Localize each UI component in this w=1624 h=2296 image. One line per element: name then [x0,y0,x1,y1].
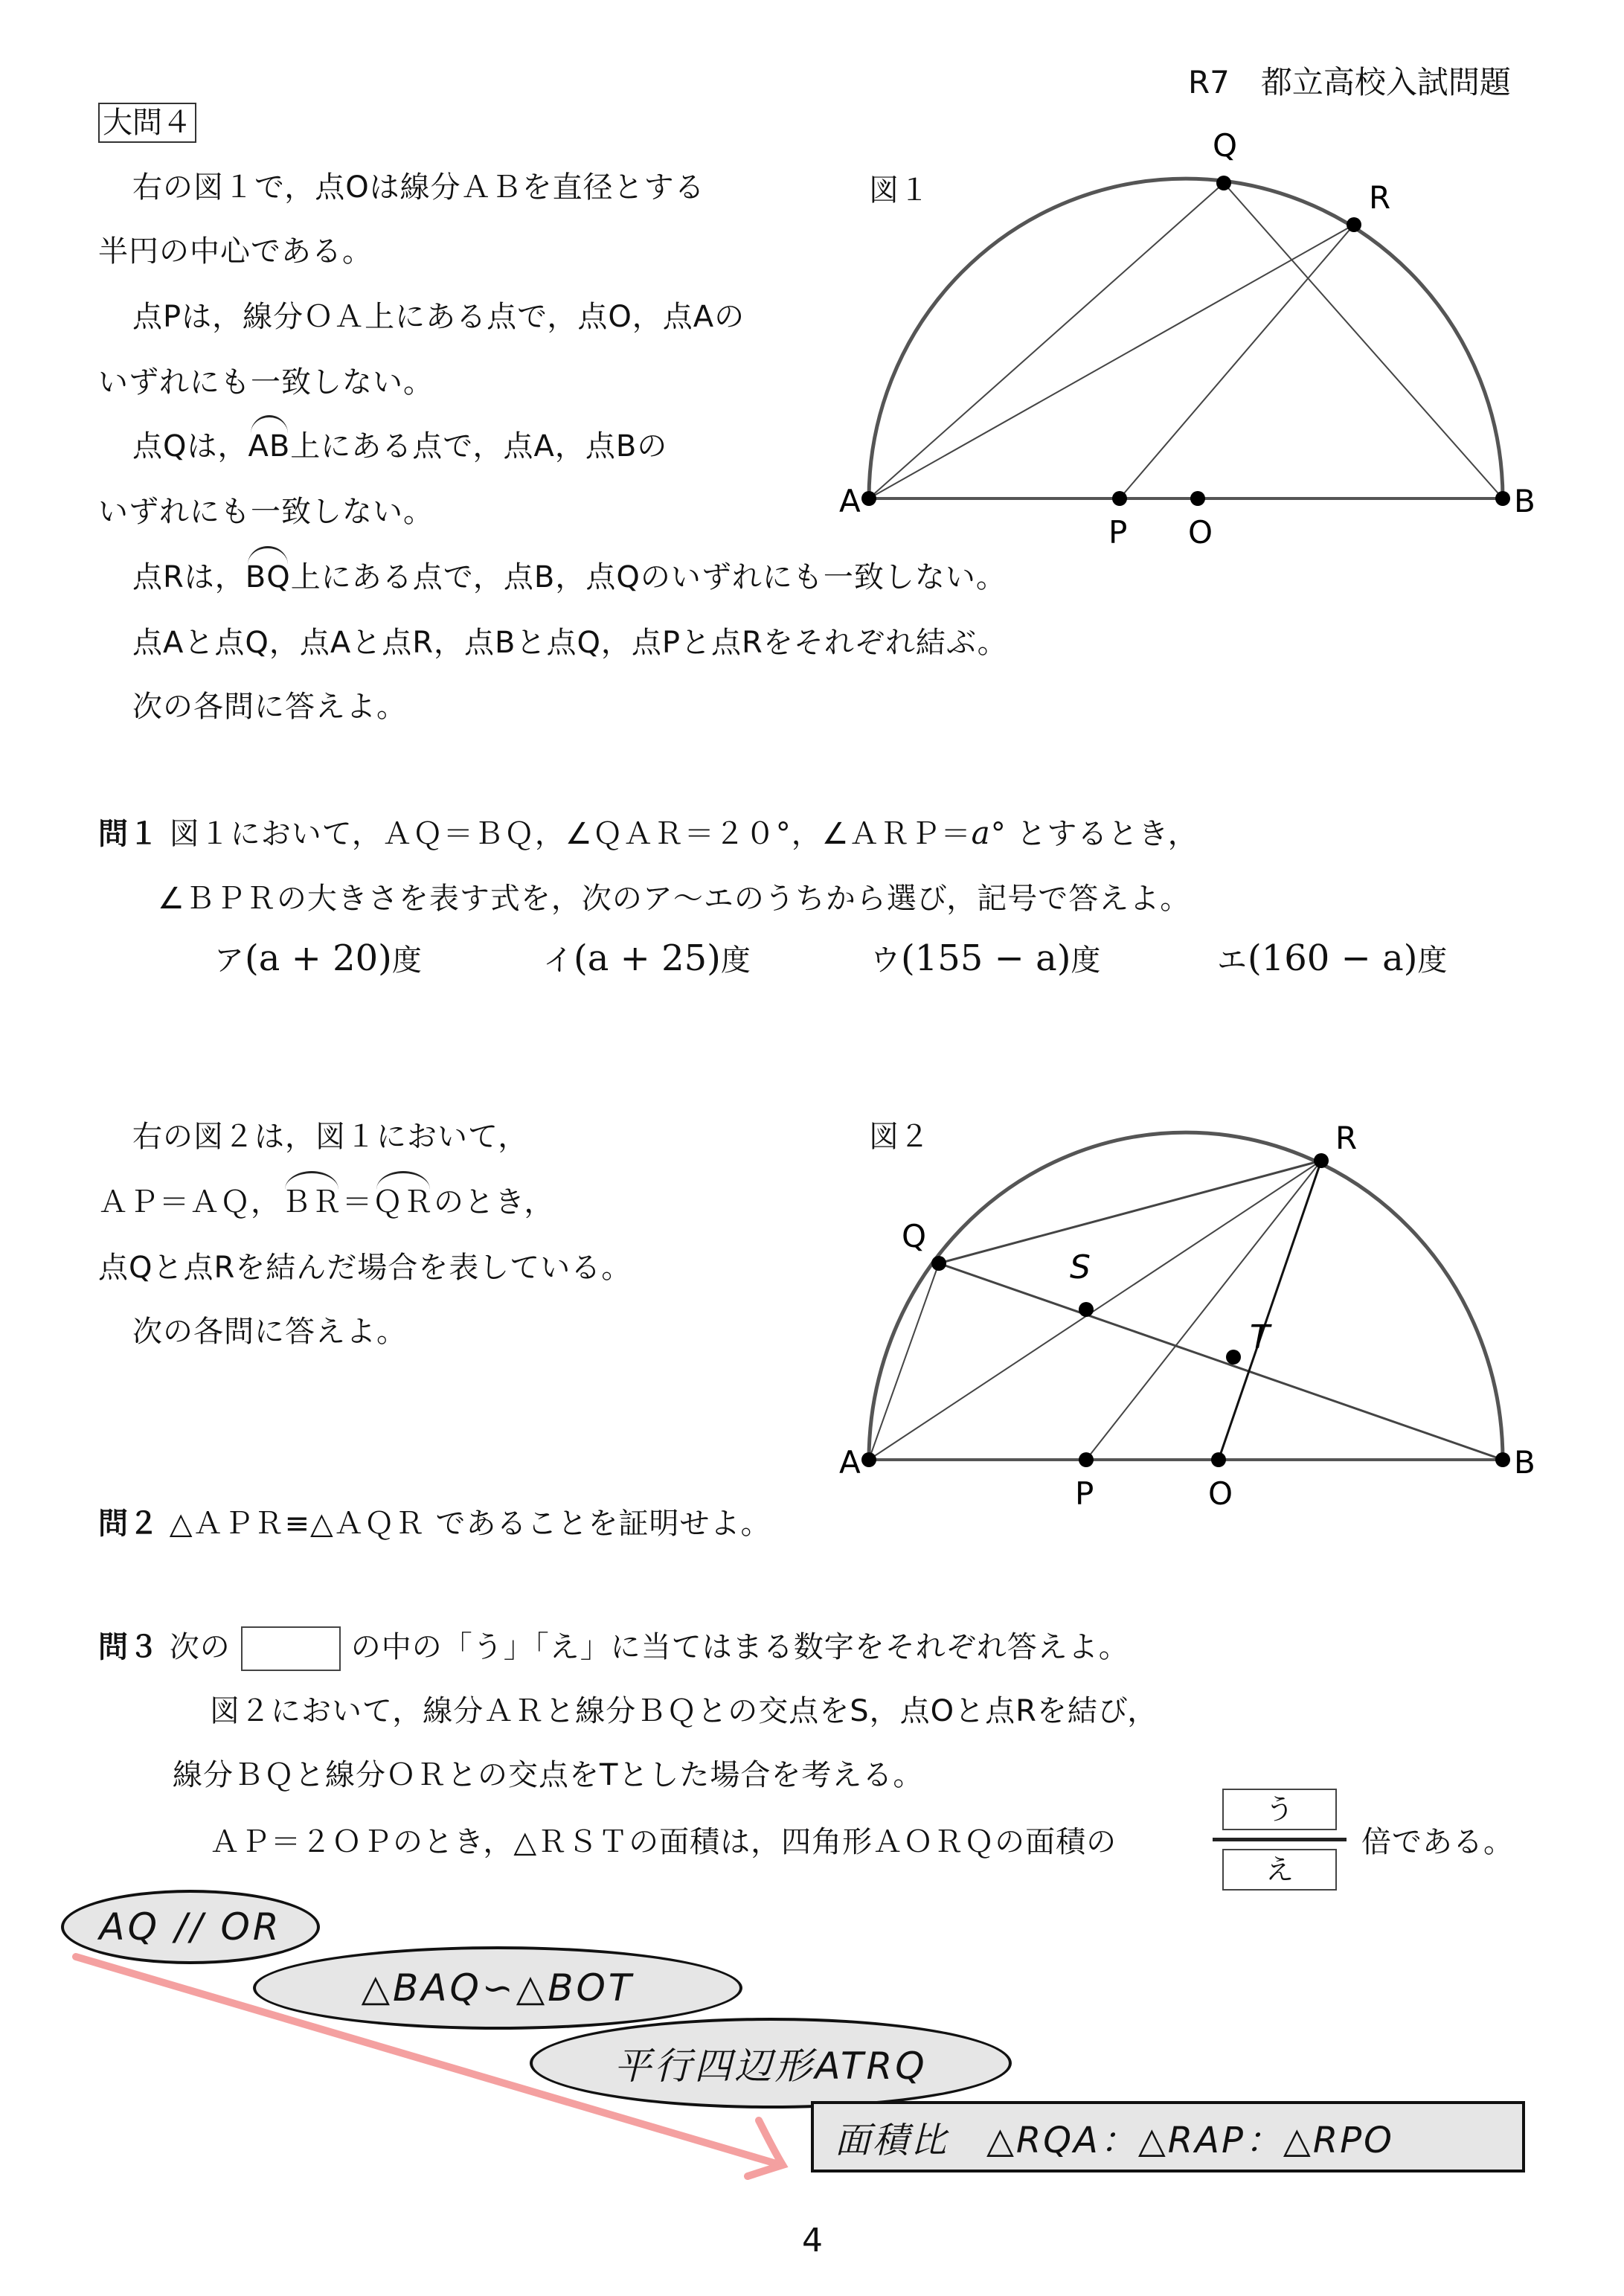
label-o: O [1208,1475,1233,1512]
note-area-ratio: 面積比 △RQA：△RAP：△RPO [811,2101,1525,2172]
intro-line-1: 右の図１で，点Oは線分ＡＢを直径とする [132,170,705,205]
intro2-text-b: のとき， [434,1185,555,1219]
q2-line [98,1506,771,1542]
intro-line-5: いずれにも一致しない。 [98,495,434,529]
arc-qr: ＱＲ [373,1185,434,1219]
q1-variable: a [971,815,991,851]
page-number: 4 [802,2222,823,2260]
intro2-text-a: ＡＰ＝ＡＱ， [98,1185,281,1219]
choice-mark: イ [543,943,574,978]
fraction-bar [1213,1838,1347,1841]
q3-line-4b: 倍である。 [1361,1825,1514,1859]
label-t: T [1250,1318,1270,1356]
intro-q-suffix: 上にある点で，点A，点Bの [290,429,668,464]
q1-choice-a[interactable] [214,937,423,979]
q3-line-3: 線分ＢＱと線分ＯＲとの交点をTとした場合を考える。 [173,1758,924,1792]
point-o [1190,491,1205,506]
q1-choice-u[interactable] [870,937,1101,979]
point-a [861,491,876,506]
segment-qr [939,1161,1321,1263]
q3-number: 問３ [98,1630,159,1664]
choice-expr: (160 − a) [1248,937,1418,979]
segment-aq [869,1263,939,1460]
figure1-label: 図１ [869,173,930,208]
choice-mark: エ [1217,943,1248,978]
segment-ar [869,1161,1321,1460]
label-b: B [1514,483,1535,519]
point-b [1495,491,1510,506]
denominator-box[interactable]: え [1222,1849,1337,1891]
q1-number: 問１ [98,817,159,851]
intro-line-6: 点Aと点Q，点Aと点R，点Bと点Q，点Pと点Rをそれぞれ結ぶ。 [132,626,1008,660]
point-p [1112,491,1127,506]
figure2-diagram [818,1116,1562,1533]
note-parallel: AQ // OR [61,1890,320,1964]
note-similar: △BAQ∽△BOT [253,1946,742,2030]
intro2-line-1: 右の図２は，図１において， [132,1120,529,1154]
q1-choice-i[interactable] [543,937,751,979]
choice-mark: ウ [870,943,901,978]
semicircle-arc [869,179,1503,498]
intro2-line-3: 点Qと点Rを結んだ場合を表している。 [98,1251,632,1285]
blank-box [241,1626,341,1671]
q3-post: の中の「う」「え」に当てはまる数字をそれぞれ答えよ。 [350,1630,1129,1664]
label-b: B [1514,1444,1535,1481]
intro-line-3: 点Pは，線分ＯＡ上にある点で，点O，点Aの [132,300,745,334]
arc-ab: AB [248,429,291,464]
label-q: Q [1213,127,1238,164]
point-r [1314,1153,1329,1168]
segment-ar [869,225,1354,498]
intro-line-2: 半円の中心である。 [98,234,373,269]
q1-choice-e[interactable] [1217,937,1448,979]
choice-unit: 度 [1071,943,1102,978]
intro-r-suffix: 上にある点で，点B，点Qのいずれにも一致しない。 [290,560,1007,594]
q3-pre: 次の [169,1630,231,1664]
point-p [1079,1452,1094,1467]
label-r: R [1335,1120,1358,1156]
arrow-head-icon [748,2120,783,2176]
answer-fraction [1213,1789,1347,1891]
point-r [1347,217,1361,232]
point-o [1211,1452,1226,1467]
note-parallelogram: 平行四辺形ATRQ [530,2018,1012,2109]
label-p: P [1108,514,1128,551]
intro-r-prefix: 点Rは， [132,560,245,594]
point-q [931,1256,946,1271]
arc-bq: BQ [245,560,291,594]
q1-line-2: ∠ＢＰＲの大きさを表す式を，次のア～エのうちから選び，記号で答えよ。 [158,882,1191,916]
label-a: A [839,1444,861,1481]
segment-pr [1120,225,1354,498]
choice-unit: 度 [391,943,423,978]
segment-or [1219,1161,1321,1460]
point-q [1216,176,1231,190]
point-t [1226,1350,1241,1365]
label-q: Q [902,1218,927,1254]
q1-text-a: 図１において，ＡＱ＝ＢＱ，∠ＱＡＲ＝２０°，∠ＡＲＰ＝ [169,817,972,851]
choice-expr: (155 − a) [901,937,1071,979]
point-b [1495,1452,1510,1467]
choice-mark: ア [214,943,245,978]
numerator-box[interactable]: う [1222,1789,1337,1830]
choice-expr: (a + 20) [245,937,392,979]
intro2-line-4: 次の各問に答えよ。 [132,1315,407,1349]
segment-bq [939,1263,1503,1460]
figure2-label: 図２ [869,1120,930,1154]
semicircle-arc [869,1132,1503,1460]
point-a [861,1452,876,1467]
arc-br: ＢＲ [281,1185,342,1219]
point-s [1079,1302,1094,1317]
figure1-diagram [818,119,1562,565]
label-o: O [1188,514,1213,551]
segment-aq [869,183,1224,498]
intro2-eq: ＝ [342,1185,373,1219]
q3-line-2: 図２において，線分ＡＲと線分ＢＱとの交点をS，点Oと点Rを結び， [210,1694,1158,1728]
q2-text: △ＡＰＲ≡△ＡＱＲ であることを証明せよ。 [169,1507,771,1541]
intro-line-4: いずれにも一致しない。 [98,365,434,400]
segment-pr [1086,1161,1321,1460]
q1-line-1 [98,815,1198,852]
q2-number: 問２ [98,1507,159,1541]
section-label: 大問４ [98,103,196,143]
choice-unit: 度 [720,943,751,978]
intro-line-7: 次の各問に答えよ。 [132,690,407,724]
label-p: P [1075,1475,1094,1512]
choice-unit: 度 [1417,943,1448,978]
intro2-line-2 [98,1184,554,1220]
q3-line-4a: ＡＰ＝２ＯＰのとき，△ＲＳＴの面積は，四角形ＡＯＲＱの面積の [210,1825,1117,1859]
exam-header: R7 都立高校入試問題 [1188,64,1511,100]
intro-q-prefix: 点Qは， [132,429,248,464]
label-s: S [1070,1248,1091,1286]
label-a: A [839,483,861,519]
q1-text-b: ° とするとき， [990,817,1198,851]
label-r: R [1369,179,1391,216]
q3-line-1 [98,1626,1129,1671]
choice-expr: (a + 25) [574,937,721,979]
intro-line-q [132,429,667,464]
